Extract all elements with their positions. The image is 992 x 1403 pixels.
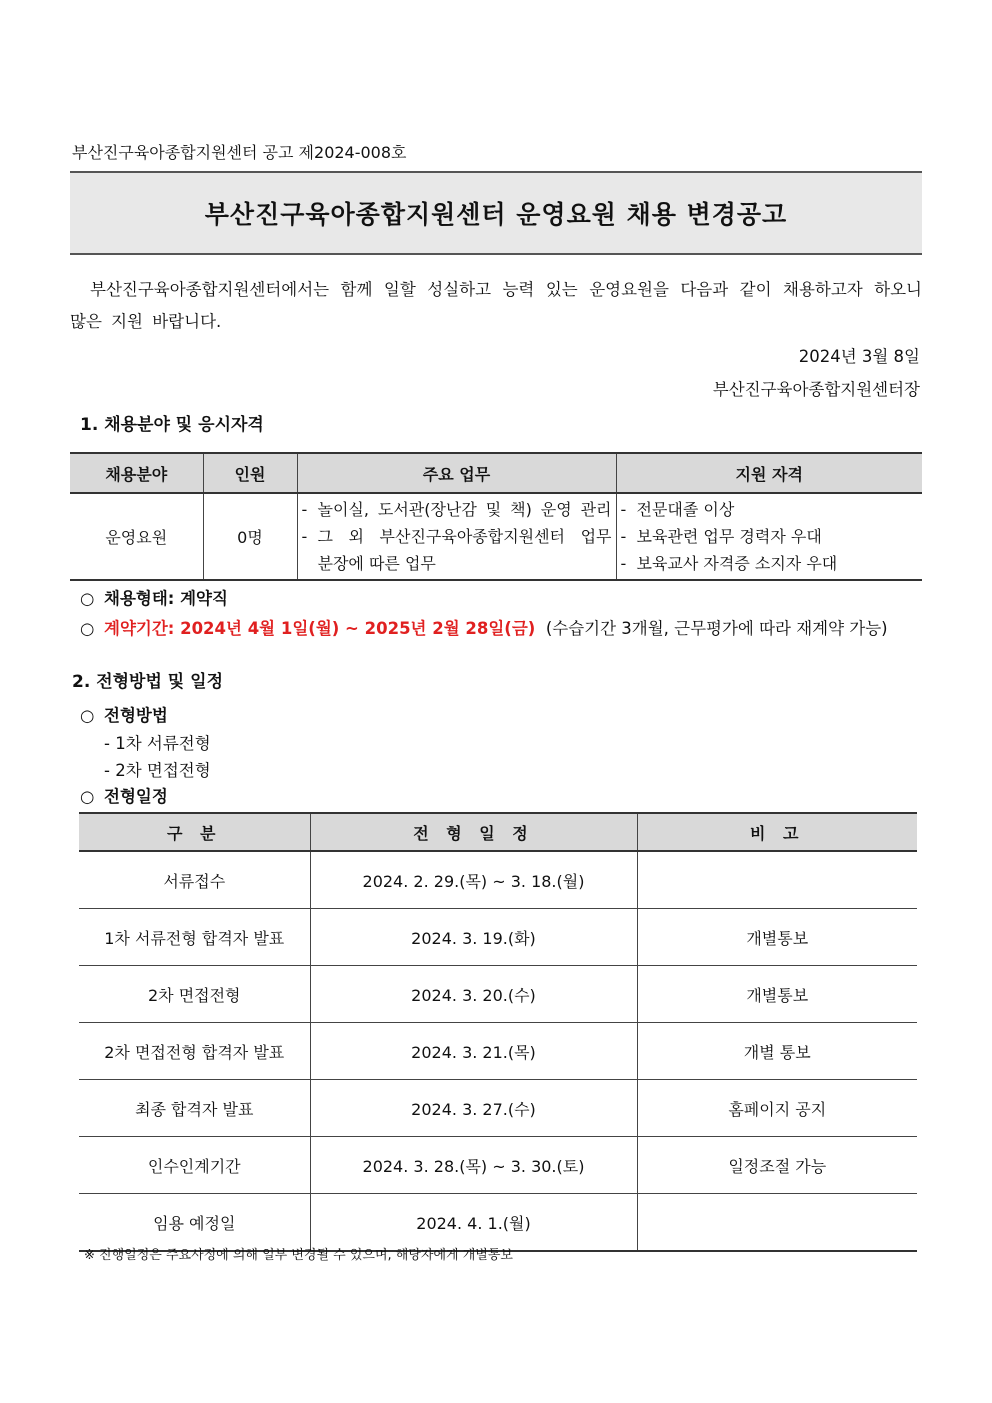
duties-cell bbox=[297, 493, 616, 580]
duty-line bbox=[302, 496, 612, 523]
contract-period bbox=[80, 615, 888, 639]
note-cell: 일정조절 가능 bbox=[637, 1137, 917, 1194]
table-row bbox=[79, 1194, 917, 1252]
employment-type bbox=[80, 585, 228, 609]
note-cell: 개별통보 bbox=[637, 966, 917, 1023]
table-row bbox=[79, 1080, 917, 1137]
employment-type-text: 채용형태: 계약직 bbox=[104, 589, 228, 608]
recruitment-table-header bbox=[70, 453, 922, 493]
qualification-text: 전문대졸 이상 bbox=[636, 500, 735, 519]
duty-text: 그 외 부산진구육아종합지원센터 업무 bbox=[317, 527, 612, 546]
contract-note: (수습기간 3개월, 근무평가에 따라 재계약 가능) bbox=[545, 619, 888, 638]
circle-bullet-icon: ○ bbox=[80, 787, 95, 806]
method-item bbox=[104, 730, 211, 754]
dash-marker: - bbox=[301, 527, 308, 546]
method-text: 2차 면접전형 bbox=[115, 761, 211, 780]
date-cell: 2024. 3. 28.(목) ~ 3. 30.(토) bbox=[310, 1137, 637, 1194]
date-cell: 2024. 3. 27.(수) bbox=[310, 1080, 637, 1137]
qualifications-cell bbox=[616, 493, 922, 580]
note-cell: 개별통보 bbox=[637, 909, 917, 966]
header-item: 구 분 bbox=[79, 813, 310, 851]
field-cell: 운영요원 bbox=[70, 493, 203, 580]
note-cell bbox=[637, 1194, 917, 1252]
schedule-table bbox=[79, 812, 917, 1252]
table-row bbox=[79, 1137, 917, 1194]
qualification-text: 보육교사 자격증 소지자 우대 bbox=[636, 554, 838, 573]
date-cell: 2024. 2. 29.(목) ~ 3. 18.(월) bbox=[310, 851, 637, 909]
date-cell: 2024. 3. 19.(화) bbox=[310, 909, 637, 966]
table-row bbox=[79, 909, 917, 966]
qualification-line bbox=[621, 523, 919, 550]
duty-line bbox=[302, 523, 612, 550]
table-row bbox=[70, 493, 922, 580]
dash-marker: - bbox=[301, 500, 308, 519]
item-cell: 서류접수 bbox=[79, 851, 310, 909]
method-item bbox=[104, 757, 211, 781]
dash-marker: - bbox=[620, 527, 627, 546]
qualification-line bbox=[621, 496, 919, 523]
note-cell: 홈페이지 공지 bbox=[637, 1080, 917, 1137]
note-cell: 개별 통보 bbox=[637, 1023, 917, 1080]
intro-paragraph: 부산진구육아종합지원센터에서는 함께 일할 성실하고 능력 있는 운영요원을 다음과 같이 채용하고자 하오니 많은 지원 바랍니다. bbox=[70, 280, 922, 331]
page-title: 부산진구육아종합지원센터 운영요원 채용 변경공고 bbox=[70, 171, 922, 255]
section2-heading: 2. 전형방법 및 일정 bbox=[72, 672, 223, 692]
header-duties: 주요 업무 bbox=[297, 453, 616, 493]
table-row bbox=[79, 851, 917, 909]
item-cell: 최종 합격자 발표 bbox=[79, 1080, 310, 1137]
circle-bullet-icon: ○ bbox=[80, 619, 95, 638]
dash-marker: - bbox=[620, 554, 627, 573]
duty-continuation: 분장에 따른 업무 bbox=[317, 554, 436, 573]
schedule-table-header bbox=[79, 813, 917, 851]
recruitment-table bbox=[70, 452, 922, 581]
duty-text: 놀이실, 도서관(장난감 및 책) 운영 관리 bbox=[317, 500, 612, 519]
dash-marker: - bbox=[620, 500, 627, 519]
notice-number: 부산진구육아종합지원센터 공고 제2024-008호 bbox=[72, 143, 407, 162]
notice-date: 2024년 3월 8일 bbox=[798, 347, 920, 366]
item-cell: 1차 서류전형 합격자 발표 bbox=[79, 909, 310, 966]
dash-marker: - bbox=[104, 734, 110, 753]
header-count: 인원 bbox=[203, 453, 297, 493]
header-note: 비 고 bbox=[637, 813, 917, 851]
item-cell: 인수인계기간 bbox=[79, 1137, 310, 1194]
qualification-line bbox=[621, 550, 919, 577]
circle-bullet-icon: ○ bbox=[80, 706, 95, 725]
item-cell: 2차 면접전형 합격자 발표 bbox=[79, 1023, 310, 1080]
contract-period-text: 계약기간: 2024년 4월 1일(월) ~ 2025년 2월 28일(금) bbox=[104, 619, 536, 638]
schedule-label-text: 전형일정 bbox=[104, 787, 168, 806]
table-row bbox=[79, 1023, 917, 1080]
method-label-text: 전형방법 bbox=[104, 706, 168, 725]
header-qualifications: 지원 자격 bbox=[616, 453, 922, 493]
header-field: 채용분야 bbox=[70, 453, 203, 493]
schedule-label bbox=[80, 783, 168, 807]
dash-marker: - bbox=[104, 761, 110, 780]
method-text: 1차 서류전형 bbox=[115, 734, 211, 753]
date-cell: 2024. 3. 21.(목) bbox=[310, 1023, 637, 1080]
method-label bbox=[80, 702, 168, 726]
circle-bullet-icon: ○ bbox=[80, 589, 95, 608]
footnote: ※ 진행일정은 주요사정에 의해 일부 변경될 수 있으며, 해당자에게 개별통보 bbox=[84, 1248, 513, 1263]
item-cell: 2차 면접전형 bbox=[79, 966, 310, 1023]
header-schedule: 전 형 일 정 bbox=[310, 813, 637, 851]
qualification-text: 보육관련 업무 경력자 우대 bbox=[636, 527, 822, 546]
item-cell: 임용 예정일 bbox=[79, 1194, 310, 1252]
count-cell: 0명 bbox=[203, 493, 297, 580]
note-cell bbox=[637, 851, 917, 909]
signer: 부산진구육아종합지원센터장 bbox=[712, 380, 920, 399]
date-cell: 2024. 4. 1.(월) bbox=[310, 1194, 637, 1252]
date-cell: 2024. 3. 20.(수) bbox=[310, 966, 637, 1023]
table-row bbox=[79, 966, 917, 1023]
section1-heading: 1. 채용분야 및 응시자격 bbox=[80, 415, 264, 435]
